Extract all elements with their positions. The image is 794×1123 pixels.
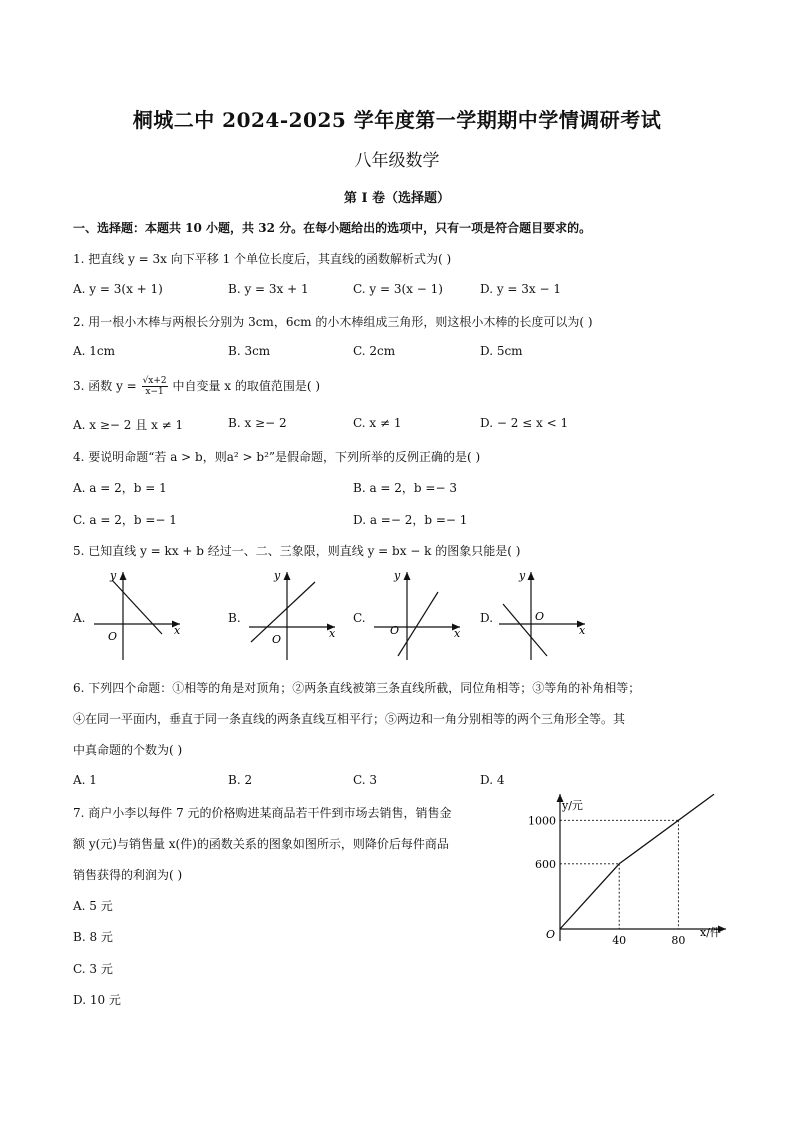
origin-label: O bbox=[546, 928, 556, 941]
volume-title: 第 I 卷（选择题） bbox=[343, 191, 451, 206]
y-axis-label: y/元 bbox=[562, 799, 583, 812]
q6-stem-line-1: 6. 下列四个命题：①相等的角是对顶角；②两条直线被第三条直线所截，同位角相等；③等角的补角相等； bbox=[73, 681, 641, 695]
q6-option-a[interactable]: A. 1 bbox=[73, 773, 97, 787]
q5-graph-c[interactable] bbox=[370, 568, 470, 662]
q1-option-d[interactable]: D. y = 3x − 1 bbox=[480, 282, 562, 296]
q6-stem-line-2: ④在同一平面内，垂直于同一条直线的两条直线互相平行；⑤两边和一角分别相等的两个三角形全等。其 bbox=[73, 712, 626, 726]
y-axis-label: y bbox=[394, 569, 401, 582]
q3-fraction-denominator: x−1 bbox=[145, 387, 164, 397]
graph-line bbox=[398, 592, 438, 656]
q2-option-a[interactable]: A. 1cm bbox=[73, 344, 116, 358]
q3-option-d[interactable]: D. − 2 ≤ x < 1 bbox=[480, 416, 569, 430]
y-axis-label: y bbox=[519, 569, 526, 582]
q7-option-a[interactable]: A. 5 元 bbox=[73, 899, 113, 913]
q4-stem: 4. 要说明命题“若 a > b，则a² > b²”是假命题，下列所举的反例正确的是( ) bbox=[73, 450, 481, 464]
q7-option-c[interactable]: C. 3 元 bbox=[73, 962, 113, 976]
q4-option-b[interactable]: B. a = 2，b =− 3 bbox=[353, 481, 457, 495]
q5-option-c-label[interactable]: C. bbox=[353, 611, 366, 625]
q5-option-a-label[interactable]: A. bbox=[73, 611, 86, 625]
origin-label: O bbox=[272, 633, 282, 646]
x-tick-label-80: 80 bbox=[671, 934, 686, 947]
q4-option-a[interactable]: A. a = 2，b = 1 bbox=[73, 481, 167, 495]
y-tick-label-600: 600 bbox=[535, 857, 556, 871]
section-instruction: 一、选择题：本题共 10 小题，共 32 分。在每小题给出的选项中，只有一项是符合题目要求的。 bbox=[73, 221, 592, 235]
y-axis-arrow bbox=[120, 572, 127, 580]
q3-option-b[interactable]: B. x ≥− 2 bbox=[228, 416, 287, 430]
q6-option-b[interactable]: B. 2 bbox=[228, 773, 253, 787]
q7-option-b[interactable]: B. 8 元 bbox=[73, 930, 113, 944]
graph-line bbox=[251, 582, 315, 642]
q1-option-b[interactable]: B. y = 3x + 1 bbox=[228, 282, 309, 296]
q1-option-a[interactable]: A. y = 3(x + 1) bbox=[73, 282, 163, 296]
y-axis-arrow bbox=[284, 572, 291, 580]
y-axis-arrow bbox=[528, 572, 535, 580]
q7-option-d[interactable]: D. 10 元 bbox=[73, 993, 121, 1007]
q4-option-c[interactable]: C. a = 2，b =− 1 bbox=[73, 513, 177, 527]
q1-stem: 1. 把直线 y = 3x 向下平移 1 个单位长度后，其直线的函数解析式为( ) bbox=[73, 252, 452, 266]
graph-line bbox=[112, 580, 162, 634]
q2-option-b[interactable]: B. 3cm bbox=[228, 344, 271, 358]
y-axis-arrow bbox=[404, 572, 411, 580]
q3-stem-suffix: 中自变量 x 的取值范围是( ) bbox=[172, 379, 321, 393]
origin-label: O bbox=[535, 610, 545, 623]
q5-option-d-label[interactable]: D. bbox=[480, 611, 494, 625]
series-segment-1 bbox=[560, 864, 619, 929]
y-tick-label-1000: 1000 bbox=[528, 814, 556, 828]
x-axis-label: x bbox=[454, 627, 461, 640]
q3-option-c[interactable]: C. x ≠ 1 bbox=[353, 416, 402, 430]
x-axis-label: x bbox=[174, 624, 181, 637]
q3-option-a[interactable]: A. x ≥− 2 且 x ≠ 1 bbox=[73, 418, 184, 432]
q3-fraction-numerator: √x+2 bbox=[142, 376, 167, 386]
q5-graph-a[interactable] bbox=[90, 568, 190, 662]
q6-option-c[interactable]: C. 3 bbox=[353, 773, 378, 787]
origin-label: O bbox=[108, 630, 118, 643]
q7-stem-line-1: 7. 商户小李以每件 7 元的价格购进某商品若干件到市场去销售，销售金 bbox=[73, 806, 452, 820]
q7-stem-line-2: 额 y(元)与销售量 x(件)的函数关系的图象如图所示，则降价后每件商品 bbox=[73, 837, 449, 851]
q7-stem-line-3: 销售获得的利润为( ) bbox=[73, 868, 183, 882]
exam-title: 桐城二中 2024-2025 学年度第一学期期中学情调研考试 bbox=[132, 108, 662, 132]
q5-graph-d[interactable] bbox=[495, 568, 595, 662]
q1-option-c[interactable]: C. y = 3(x − 1) bbox=[353, 282, 443, 296]
q2-stem: 2. 用一根小木棒与两根长分别为 3cm，6cm 的小木棒组成三角形，则这根小木棒的长度可以为( ) bbox=[73, 315, 593, 329]
series-segment-2 bbox=[619, 794, 714, 864]
x-axis-label: x bbox=[579, 624, 586, 637]
subject-title: 八年级数学 bbox=[354, 151, 440, 171]
q2-option-c[interactable]: C. 2cm bbox=[353, 344, 396, 358]
q3-stem bbox=[73, 376, 320, 397]
q7-sales-chart bbox=[518, 792, 732, 950]
x-axis-label: x bbox=[329, 627, 336, 640]
y-axis-label: y bbox=[110, 569, 117, 582]
x-tick-label-40: 40 bbox=[612, 934, 627, 947]
q6-stem-line-3: 中真命题的个数为( ) bbox=[73, 743, 183, 757]
q3-fraction bbox=[142, 376, 168, 397]
q5-stem: 5. 已知直线 y = kx + b 经过一、二、三象限，则直线 y = bx − k 的图象只能是( ) bbox=[73, 544, 521, 558]
q5-graph-b[interactable] bbox=[245, 568, 345, 662]
q4-option-d[interactable]: D. a =− 2，b =− 1 bbox=[353, 513, 468, 527]
x-axis-label: x/件 bbox=[700, 926, 721, 939]
q2-option-d[interactable]: D. 5cm bbox=[480, 344, 523, 358]
origin-label: O bbox=[390, 624, 400, 637]
q5-option-b-label[interactable]: B. bbox=[228, 611, 241, 625]
q3-stem-prefix: 3. 函数 y = bbox=[73, 379, 137, 393]
y-axis-label: y bbox=[274, 569, 281, 582]
q6-option-d[interactable]: D. 4 bbox=[480, 773, 505, 787]
